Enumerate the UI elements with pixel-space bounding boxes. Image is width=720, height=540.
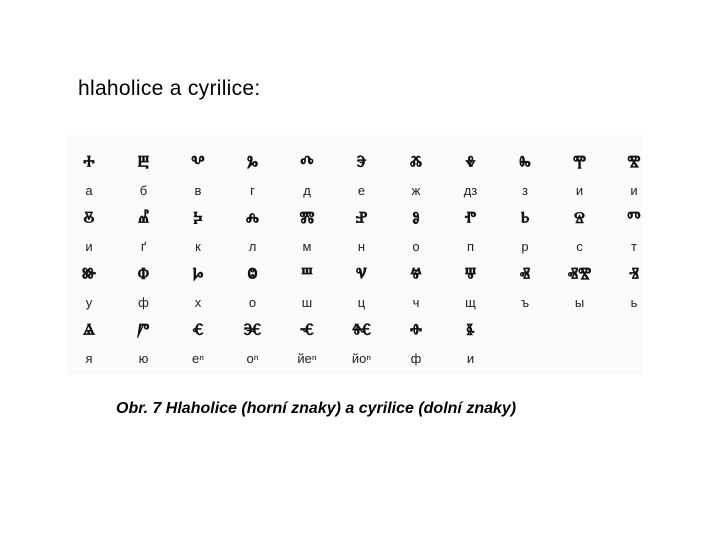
figure-caption: Obr. 7 Hlaholice (horní znaky) a cyrilice (dolní znaky) — [116, 400, 517, 417]
letter-cell — [226, 259, 280, 315]
letter-cell — [498, 259, 552, 315]
cyrillic-letter: н — [357, 239, 366, 254]
letter-cell — [171, 203, 225, 259]
glagolitic-letter: ⱕ — [300, 319, 314, 343]
cyrillic-letter: щ — [465, 295, 476, 310]
glagolitic-letter: ⰷ — [465, 151, 476, 175]
glagolitic-letter: ⱎ — [301, 263, 313, 287]
cyrillic-letter: т — [631, 239, 637, 254]
cyrillic-letter: йеⁿ — [297, 351, 317, 366]
cyrillic-letter: г — [250, 183, 255, 198]
cyrillic-letter: ш — [301, 295, 313, 310]
letter-cell — [389, 259, 443, 315]
letter-cell — [171, 259, 225, 315]
cyrillic-letter: л — [248, 239, 257, 254]
cyrillic-letter: еⁿ — [192, 351, 204, 366]
glagolitic-letter: ⱄ — [574, 207, 585, 231]
cyrillic-letter: о — [248, 295, 257, 310]
letter-cell — [280, 259, 334, 315]
glagolitic-letter: ⱚ — [410, 319, 422, 343]
glagolitic-letter: ⱓ — [137, 319, 150, 343]
cyrillic-letter: ы — [574, 295, 585, 310]
letter-cell — [444, 147, 498, 203]
cyrillic-letter: йоⁿ — [351, 351, 372, 366]
letter-cell — [226, 147, 280, 203]
letter-cell — [280, 147, 334, 203]
glagolitic-letter: ⱍ — [410, 263, 422, 287]
cyrillic-letter: я — [85, 351, 93, 366]
letter-cell — [280, 203, 334, 259]
glagolitic-letter: ⰻ — [83, 207, 95, 231]
cyrillic-letter: с — [576, 239, 583, 254]
letter-cell — [498, 203, 552, 259]
cyrillic-letter: и — [575, 183, 584, 198]
letter-cell — [226, 315, 280, 371]
glagolitic-letter: ⱐ — [629, 263, 639, 287]
glagolitic-letter: ⱏ — [519, 263, 531, 287]
cyrillic-letter: а — [85, 183, 93, 198]
letter-cell — [607, 203, 661, 259]
alphabet-chart — [67, 135, 642, 375]
letter-cell — [335, 147, 389, 203]
glagolitic-letter: ⱀ — [355, 207, 368, 231]
cyrillic-letter: х — [194, 295, 202, 310]
cyrillic-letter: в — [194, 183, 202, 198]
letter-cell — [335, 259, 389, 315]
glagolitic-letter: ⱌ — [355, 263, 368, 287]
glagolitic-letter: ⱙ — [351, 319, 372, 343]
glagolitic-letter: ⱆ — [81, 263, 97, 287]
letter-cell — [117, 147, 171, 203]
cyrillic-letter: ц — [357, 295, 366, 310]
cyrillic-letter: оⁿ — [246, 351, 259, 366]
glagolitic-letter: ⰹ — [572, 151, 587, 175]
cyrillic-letter: м — [302, 239, 312, 254]
glagolitic-letter: ⱁ — [412, 207, 420, 231]
letter-cell — [117, 259, 171, 315]
glagolitic-letter: ⱈ — [192, 263, 204, 287]
cyrillic-letter: ґ — [140, 239, 147, 254]
cyrillic-letter: и — [85, 239, 93, 254]
cyrillic-letter: у — [85, 295, 93, 310]
letter-cell — [335, 315, 389, 371]
letter-cell — [553, 259, 607, 315]
letter-cell — [607, 259, 661, 315]
cyrillic-letter: ч — [412, 295, 420, 310]
chart-row — [67, 259, 642, 315]
glagolitic-letter: ⰾ — [245, 207, 260, 231]
letter-cell — [444, 259, 498, 315]
glagolitic-letter: ⰳ — [246, 151, 259, 175]
glagolitic-letter: ⱇ — [137, 263, 150, 287]
cyrillic-letter: з — [522, 183, 528, 198]
cyrillic-letter: и — [630, 183, 638, 198]
glagolitic-letter: ⱂ — [464, 207, 477, 231]
glagolitic-letter: ⰸ — [519, 151, 531, 175]
cyrillic-letter: ф — [410, 351, 422, 366]
cyrillic-letter: е — [357, 183, 366, 198]
letter-cell — [389, 147, 443, 203]
cyrillic-letter: ъ — [520, 295, 530, 310]
letter-cell — [498, 147, 552, 203]
glagolitic-letter: ⰴ — [300, 151, 314, 175]
letter-cell — [389, 203, 443, 259]
letter-cell — [62, 315, 116, 371]
letter-cell — [553, 203, 607, 259]
letter-cell — [607, 147, 661, 203]
letter-cell — [389, 315, 443, 371]
cyrillic-letter: р — [521, 239, 529, 254]
cyrillic-letter: о — [412, 239, 420, 254]
letter-cell — [171, 315, 225, 371]
cyrillic-letter: дз — [463, 183, 478, 198]
letter-cell — [444, 315, 498, 371]
cyrillic-letter: ж — [411, 183, 421, 198]
letter-cell — [62, 147, 116, 203]
cyrillic-letter: ф — [138, 295, 149, 310]
cyrillic-letter: к — [195, 239, 201, 254]
letter-cell — [117, 203, 171, 259]
cyrillic-letter: и — [466, 351, 475, 366]
glagolitic-letter: ⱔ — [192, 319, 204, 343]
glagolitic-letter: ⱗ — [243, 319, 262, 343]
letter-cell — [62, 203, 116, 259]
letter-cell — [226, 203, 280, 259]
letter-cell — [62, 259, 116, 315]
glagolitic-letter: ⱉ — [247, 263, 258, 287]
glagolitic-letter: ⰽ — [193, 207, 203, 231]
cyrillic-letter: ю — [138, 351, 149, 366]
glagolitic-letter: ⱋ — [464, 263, 477, 287]
letter-cell — [335, 203, 389, 259]
cyrillic-letter: д — [303, 183, 311, 198]
cyrillic-letter: ь — [630, 295, 638, 310]
glagolitic-letter: ⱃ — [520, 207, 530, 231]
glagolitic-letter: ⰿ — [299, 207, 315, 231]
letter-cell — [171, 147, 225, 203]
glagolitic-letter: ⰰ — [83, 151, 95, 175]
cyrillic-letter: б — [139, 183, 148, 198]
glagolitic-letter: ⱏⰺ — [567, 263, 592, 287]
chart-row — [67, 203, 642, 259]
slide-title: hlaholice a cyrilice: — [78, 77, 261, 100]
glagolitic-letter: ⰲ — [191, 151, 205, 175]
glagolitic-letter: ⰺ — [627, 151, 641, 175]
letter-cell — [280, 315, 334, 371]
glagolitic-letter: ⰶ — [409, 151, 423, 175]
letter-cell — [444, 203, 498, 259]
glagolitic-letter: ⱑ — [82, 319, 96, 343]
glagolitic-letter: ⱅ — [627, 207, 641, 231]
letter-cell — [117, 315, 171, 371]
letter-cell — [553, 147, 607, 203]
glagolitic-letter: ⱛ — [466, 319, 475, 343]
glagolitic-letter: ⰱ — [137, 151, 150, 175]
glagolitic-letter: ⰵ — [356, 151, 367, 175]
chart-row — [67, 315, 642, 371]
chart-row — [67, 147, 642, 203]
glagolitic-letter: ⰼ — [137, 207, 150, 231]
cyrillic-letter: п — [466, 239, 475, 254]
